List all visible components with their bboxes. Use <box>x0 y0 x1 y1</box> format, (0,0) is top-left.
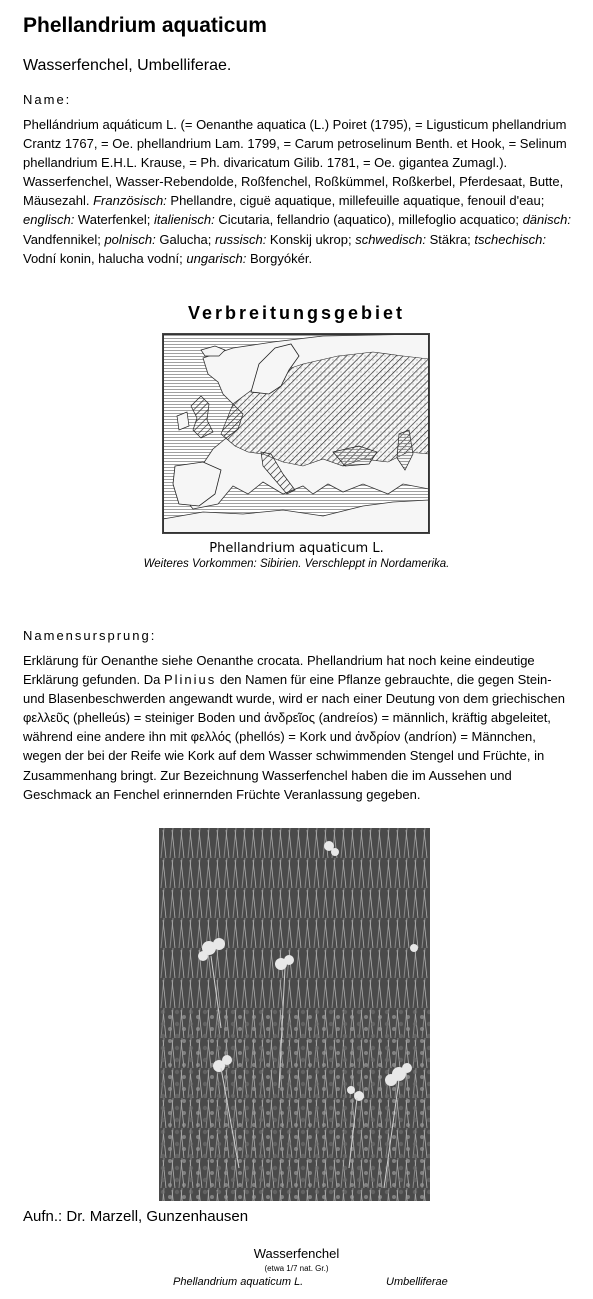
language-label: polnisch: <box>104 231 156 247</box>
name-text-run: Vodní konin, halucha vodní; <box>23 250 187 266</box>
figure-name: Wasserfenchel <box>253 1246 340 1261</box>
name-section-label: Name: <box>23 92 72 107</box>
name-text-run: Phellandre, ciguë aquatique, millefeuille aquatique, fenouil d'eau; <box>166 193 545 209</box>
origin-text-after: den Namen für eine Pflanze gebrauchte, die gegen Stein- und Blasenbeschwerden angewandt wurde, wird er nach einer Deutung von dem griechischen φελλεῦς (phelleús) = steiniger Boden und ἀνδρεῖος (andreíos) = männlich, kräftig abgeleitet, während eine andere ihn mit φελλός (phellós) = Kork und ἀνδρίον (andríon) = Männchen, wegen der bei der Reife wie Kork auf dem Wasser schwimmenden Stengel und Früchte, in Zusammenhang bringt. Zur Bezeichnung Wasserfenchel haben die im Aussehen und Geschmack an Fenchel erinnernden Früchte Veranlassung gegeben. <box>23 672 566 802</box>
name-paragraph <box>23 115 571 268</box>
language-label: englisch: <box>23 212 75 228</box>
page-title: Phellandrium aquaticum <box>23 14 267 37</box>
name-text-run: Borgyókér. <box>246 250 313 266</box>
language-label: schwedisch: <box>355 231 426 247</box>
page-subtitle: Wasserfenchel, Umbelliferae. <box>23 57 232 74</box>
name-text-run: Waterfenkel; <box>74 212 155 228</box>
distribution-heading: Verbreitungsgebiet <box>187 303 406 323</box>
language-label: tschechisch: <box>474 231 546 247</box>
figure-family: Umbelliferae <box>386 1276 448 1288</box>
name-text-run: Vandfennikel; <box>23 231 105 247</box>
plant-photo <box>159 828 430 1201</box>
origin-text-before: Erklärung für Oenanthe siehe Oenanthe crocata. Phellandrium hat noch keine eindeutige Erklärung gefunden. Da <box>23 653 535 688</box>
map-caption: Phellandrium aquaticum L. <box>209 541 384 556</box>
name-text-run: Stäkra; <box>426 231 475 247</box>
figure-latin-name: Phellandrium aquaticum L. <box>173 1276 304 1288</box>
language-label: ungarisch: <box>186 250 247 266</box>
name-text-run: Cicutaria, fellandrio (aquatico), millefoglio acquatico; <box>214 212 523 228</box>
figure-scale: (etwa 1/7 nat. Gr.) <box>264 1264 329 1273</box>
name-text-run: Phellándrium aquáticum L. (= Oenanthe aquatica (L.) Poiret (1795), = Ligusticum phellandrium Crantz 1767, = Oe. phellandrium Lam. 1799, = Carum petroselinum Benth. et Hook, = Selinum phellandrium E.H.L. Krause, = Ph. divaricatum Gilib. 1781, = Oe. gigantea Zumagl.). Wasserfenchel, Wasser-Rebendolde, Roßfenchel, Roßkümmel, Roßkerbel, Pferdesaat, Butte, Mäusezahl. <box>23 117 567 209</box>
name-text-run: Galucha; <box>155 231 216 247</box>
language-label: Französisch: <box>93 193 167 209</box>
europe-map-image <box>163 334 429 533</box>
map-note: Weiteres Vorkommen: Sibirien. Verschleppt in Nordamerika. <box>143 558 450 570</box>
photo-credit: Aufn.: Dr. Marzell, Gunzenhausen <box>23 1208 249 1225</box>
distribution-map <box>162 333 430 534</box>
plant-photo-image <box>159 828 430 1201</box>
origin-paragraph <box>23 651 571 804</box>
language-label: russisch: <box>215 231 267 247</box>
name-text-run: Konskij ukrop; <box>266 231 356 247</box>
origin-section-label: Namensursprung: <box>23 628 157 643</box>
plinius-name: Plinius <box>163 672 217 688</box>
language-label: dänisch: <box>522 212 571 228</box>
language-label: italienisch: <box>154 212 215 228</box>
